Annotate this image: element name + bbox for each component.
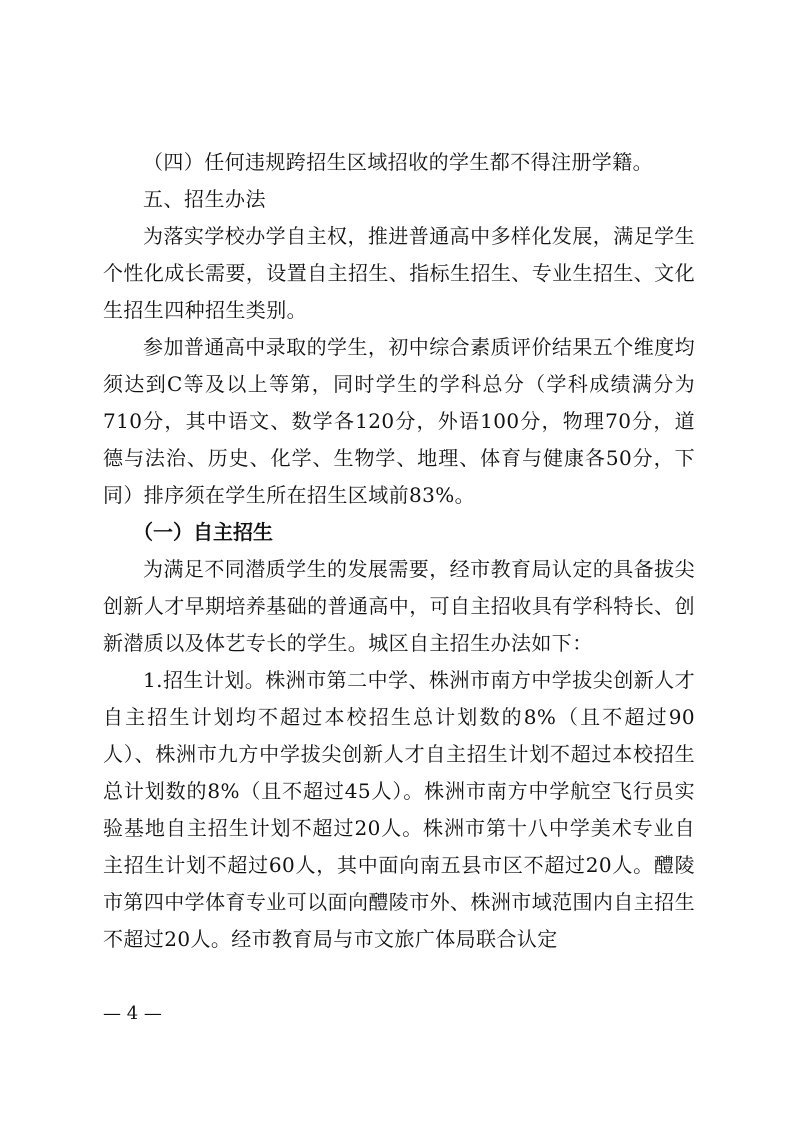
subsection-heading: （一）自主招生 xyxy=(133,520,273,544)
section-heading: 五、招生办法 xyxy=(143,187,266,211)
paragraph-enrollment-plan: 1.招生计划。株洲市第二中学、株洲市南方中学拔尖创新人才自主招生计划均不超过本校招生总计划数的8%（且不超过90人）、株洲市九方中学拔尖创新人才自主招生计划不超过本校招生总计划数的8%（且不超过45人）。株洲市南方中学航空飞行员实验基地自主招生计划不超过20人。株洲市第十八中学美术专业自主招生计划不超过60人，其中面向南五县市区不超过20人。醴陵市第四中学体育专业可以面向醴陵市外、株洲市域范围内自主招生不超过20人。经市教育局与市文旅广体局联合认定 xyxy=(103,668,695,951)
paragraph-independent-admission: 为满足不同潜质学生的发展需要，经市教育局认定的具备拔尖创新人才早期培养基础的普通高中，可自主招收具有学科特长、创新潜质以及体艺专长的学生。城区自主招生办法如下： xyxy=(103,557,695,655)
paragraph-item-4: （四）任何违规跨招生区域招收的学生都不得注册学籍。 xyxy=(143,150,653,174)
document-body xyxy=(103,144,695,958)
paragraph-admission-requirements: 参加普通高中录取的学生，初中综合素质评价结果五个维度均须达到C等及以上等第，同时学生的学科总分（学科成绩满分为710分，其中语文、数学各120分，外语100分，物理70分，道德与法治、历史、化学、生物学、地理、体育与健康各50分，下同）排序须在学生所在招生区域前83%。 xyxy=(103,335,695,507)
paragraph-admission-categories: 为落实学校办学自主权，推进普通高中多样化发展，满足学生个性化成长需要，设置自主招生、指标生招生、专业生招生、文化生招生四种招生类别。 xyxy=(103,224,695,322)
page-number: — 4 — xyxy=(103,1003,162,1024)
